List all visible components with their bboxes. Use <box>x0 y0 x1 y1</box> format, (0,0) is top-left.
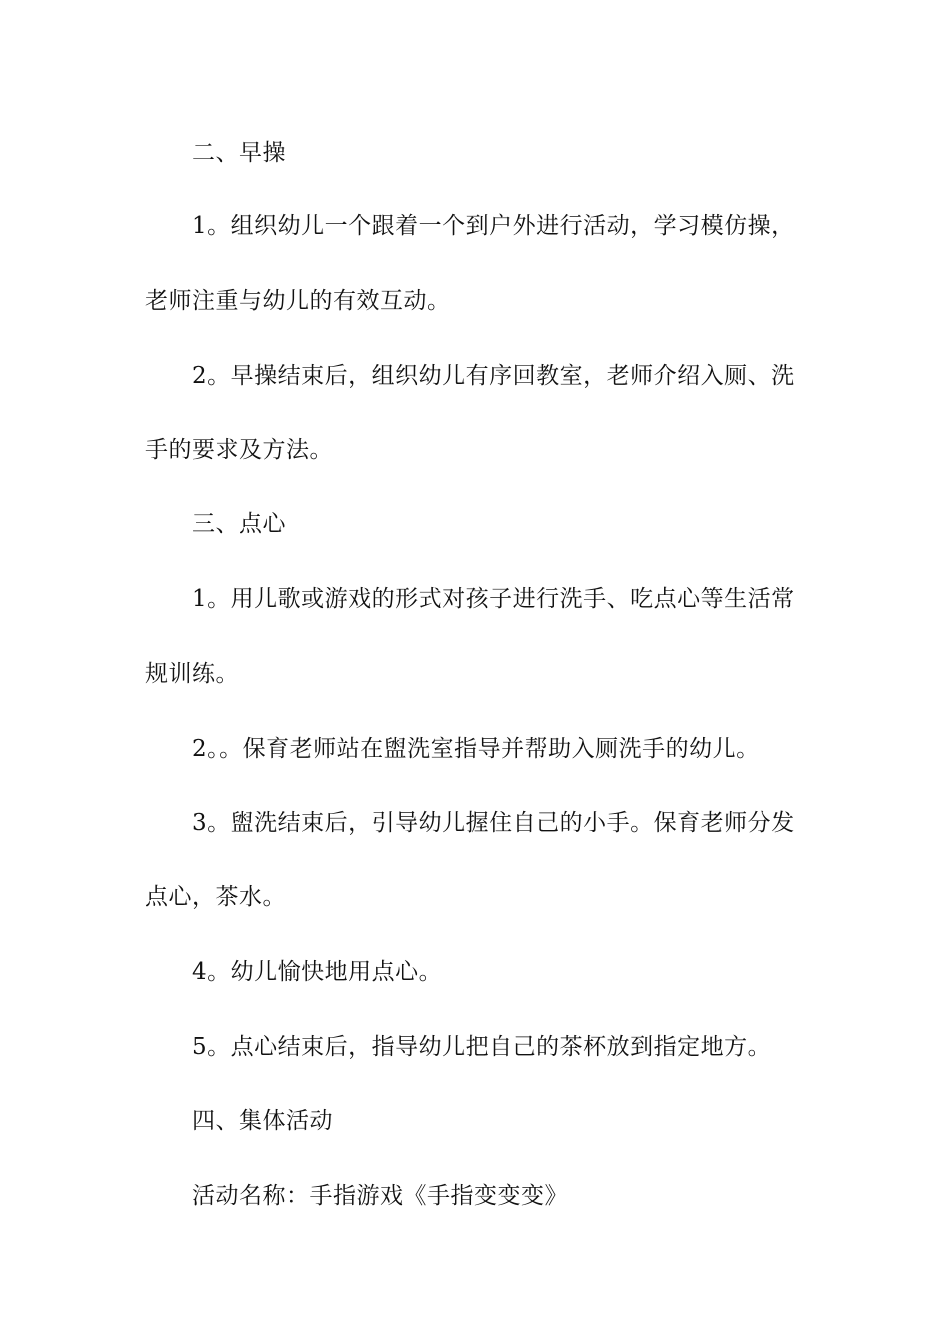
section-heading-morning-exercise: 二、早操 <box>192 140 286 166</box>
paragraph-line: 手的要求及方法。 <box>145 437 333 463</box>
paragraph-line: 2。。保育老师站在盥洗室指导并帮助入厕洗手的幼儿。 <box>192 736 760 762</box>
paragraph-line: 规训练。 <box>145 661 239 687</box>
paragraph-line: 2。早操结束后，组织幼儿有序回教室，老师介绍入厕、洗 <box>192 363 795 389</box>
paragraph-line: 1。组织幼儿一个跟着一个到户外进行活动，学习模仿操， <box>192 213 795 239</box>
paragraph-line: 5。点心结束后，指导幼儿把自己的茶杯放到指定地方。 <box>192 1034 772 1060</box>
section-heading-snack: 三、点心 <box>192 511 286 537</box>
paragraph-line: 点心，茶水。 <box>145 884 286 910</box>
activity-name-line: 活动名称：手指游戏《手指变变变》 <box>192 1183 568 1209</box>
paragraph-line: 1。用儿歌或游戏的形式对孩子进行洗手、吃点心等生活常 <box>192 586 795 612</box>
paragraph-line: 4。幼儿愉快地用点心。 <box>192 959 443 985</box>
paragraph-line: 3。盥洗结束后，引导幼儿握住自己的小手。保育老师分发 <box>192 810 795 836</box>
paragraph-line: 老师注重与幼儿的有效互动。 <box>145 288 451 314</box>
section-heading-group-activity: 四、集体活动 <box>192 1108 333 1134</box>
